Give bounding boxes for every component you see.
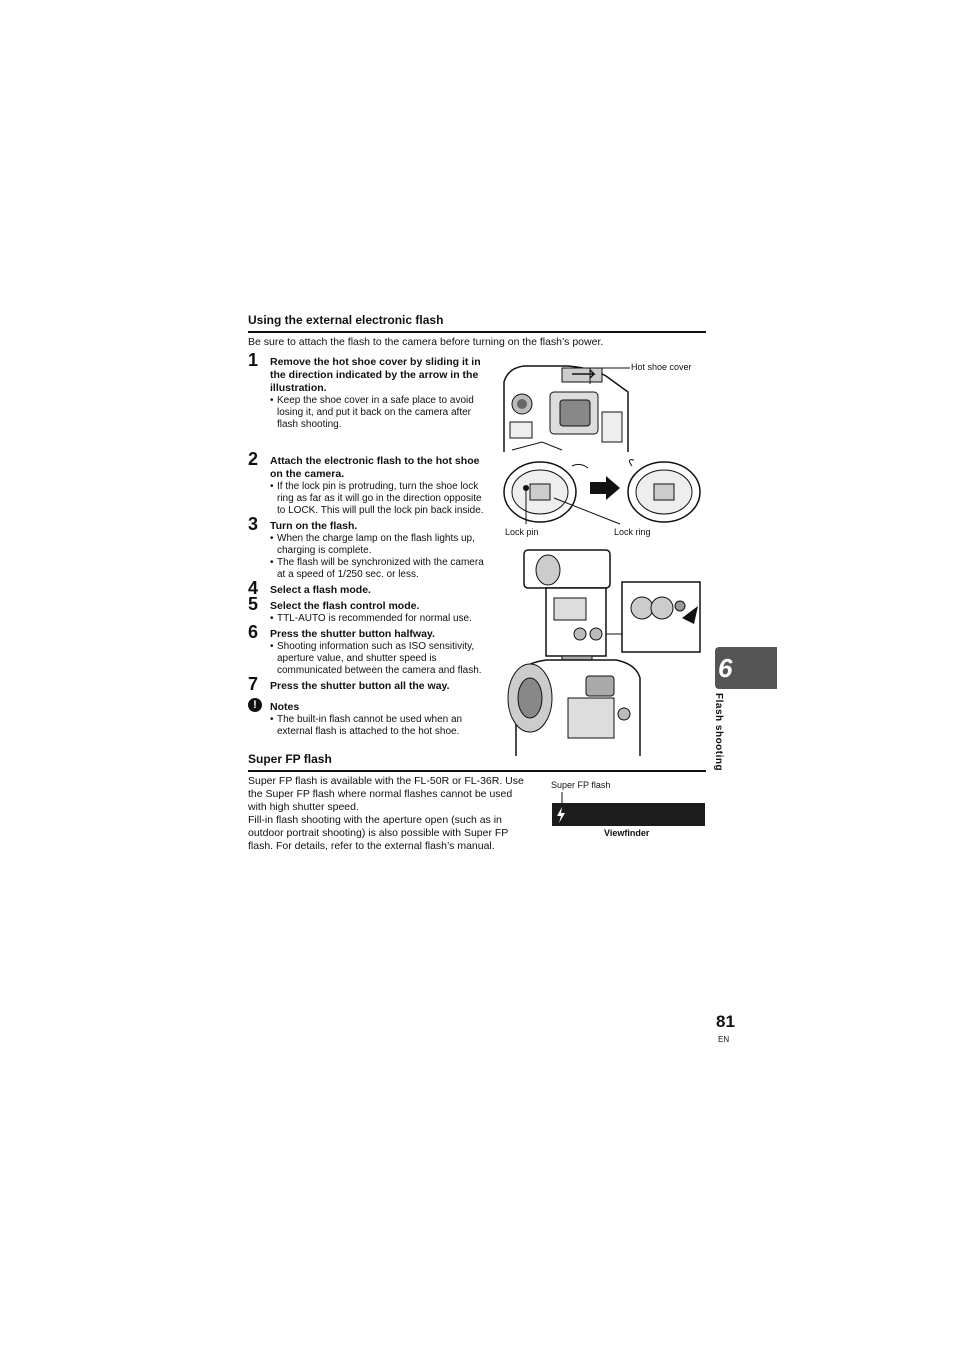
step-number: 7 — [248, 674, 259, 694]
bullet-line: • Shooting information such as ISO sensitivity, — [277, 641, 475, 652]
section-title-super-fp: Super FP flash — [248, 752, 332, 766]
step-number: 1 — [248, 350, 259, 370]
super-fp-body — [248, 775, 543, 853]
step-bullet — [270, 395, 500, 431]
notes-label: Notes — [270, 701, 300, 713]
page-number: 81 — [716, 1012, 735, 1031]
bullet-line: to LOCK. This will pull the lock pin back inside. — [277, 505, 484, 516]
step-title-line: Select the flash control mode. — [270, 600, 420, 612]
step-3 — [270, 520, 500, 581]
bullet-line: • The flash will be synchronized with the camera — [277, 557, 484, 568]
body-line: outdoor portrait shooting) is also possible with Super FP — [248, 827, 509, 839]
step-number: 3 — [248, 514, 259, 534]
caption-lock-ring: Lock ring — [614, 527, 651, 537]
body-line: flash. For details, refer to the external flash’s manual. — [248, 840, 495, 852]
section-title-external-flash: Using the external electronic flash — [248, 313, 444, 327]
caption-lock-pin: Lock pin — [505, 527, 539, 537]
step-title-line: the direction indicated by the arrow in the — [270, 369, 479, 381]
body-line: Super FP flash is available with the FL-50R or FL-36R. Use — [248, 775, 524, 787]
notes-alert-icon: ! — [248, 698, 262, 712]
step-title-line: Select a flash mode. — [270, 584, 371, 596]
bullet-line: • If the lock pin is protruding, turn the shoe lock — [277, 481, 479, 492]
page-lang: EN — [718, 1035, 730, 1044]
bullet-line: • The built-in flash cannot be used when an — [277, 714, 463, 725]
step-title-line: on the camera. — [270, 468, 345, 480]
step-number: 6 — [248, 622, 259, 642]
step-number: 4 — [248, 578, 259, 598]
body-line: the Super FP flash where normal flashes cannot be used — [248, 788, 513, 800]
flash-bolt-icon — [556, 807, 566, 823]
step-bullet — [270, 613, 500, 625]
step-title-line: Press the shutter button all the way. — [270, 680, 450, 692]
intro-text: Be sure to attach the flash to the camera before turning on the flash’s power. — [248, 336, 604, 348]
step-title-line: Press the shutter button halfway. — [270, 628, 435, 640]
caption-super-fp-flash: Super FP flash — [551, 780, 611, 790]
step-6 — [270, 628, 500, 677]
bullet-line: external flash is attached to the hot shoe. — [277, 726, 460, 737]
caption-hot-shoe-cover: Hot shoe cover — [631, 362, 692, 372]
step-1 — [270, 356, 500, 431]
bullet-line: at a speed of 1/250 sec. or less. — [277, 569, 419, 580]
section-rule — [248, 770, 706, 772]
bullet-line: • When the charge lamp on the flash lights up, — [277, 533, 475, 544]
chapter-label: Flash shooting — [713, 693, 724, 772]
step-bullet — [270, 557, 500, 581]
bullet-line: communicated between the camera and flash. — [277, 665, 482, 676]
step-bullet — [270, 533, 500, 557]
step-bullet — [270, 641, 500, 677]
step-title-line: Attach the electronic flash to the hot shoe — [270, 455, 480, 467]
hot-shoe-cover-leader — [590, 366, 634, 386]
shoe-lock-illustration — [502, 458, 704, 532]
chapter-tab — [715, 647, 777, 689]
notes-bullet — [270, 714, 500, 738]
step-5 — [270, 600, 500, 625]
section-rule — [248, 331, 706, 333]
bullet-line: • TTL-AUTO is recommended for normal use. — [277, 613, 472, 624]
caption-viewfinder: Viewfinder — [604, 828, 650, 838]
step-2 — [270, 455, 500, 517]
chapter-number: 6 — [718, 653, 733, 683]
step-bullet — [270, 481, 500, 517]
bullet-line: aperture value, and shutter speed is — [277, 653, 437, 664]
step-number: 2 — [248, 449, 259, 469]
step-title-line: illustration. — [270, 382, 327, 394]
bullet-line: flash shooting. — [277, 419, 342, 430]
bullet-line: • Keep the shoe cover in a safe place to avoid — [277, 395, 474, 406]
notes-block — [270, 701, 500, 738]
step-number: 5 — [248, 594, 259, 614]
camera-with-flash-illustration — [506, 548, 702, 758]
bullet-line: ring as far as it will go in the direction opposite — [277, 493, 482, 504]
body-line: with high shutter speed. — [248, 801, 359, 813]
body-line: Fill-in flash shooting with the aperture open (such as in — [248, 814, 502, 826]
bullet-line: losing it, and put it back on the camera after — [277, 407, 471, 418]
viewfinder-display — [552, 803, 705, 826]
bullet-line: charging is complete. — [277, 545, 372, 556]
step-title-line: Remove the hot shoe cover by sliding it in — [270, 356, 481, 368]
step-title-line: Turn on the flash. — [270, 520, 358, 532]
